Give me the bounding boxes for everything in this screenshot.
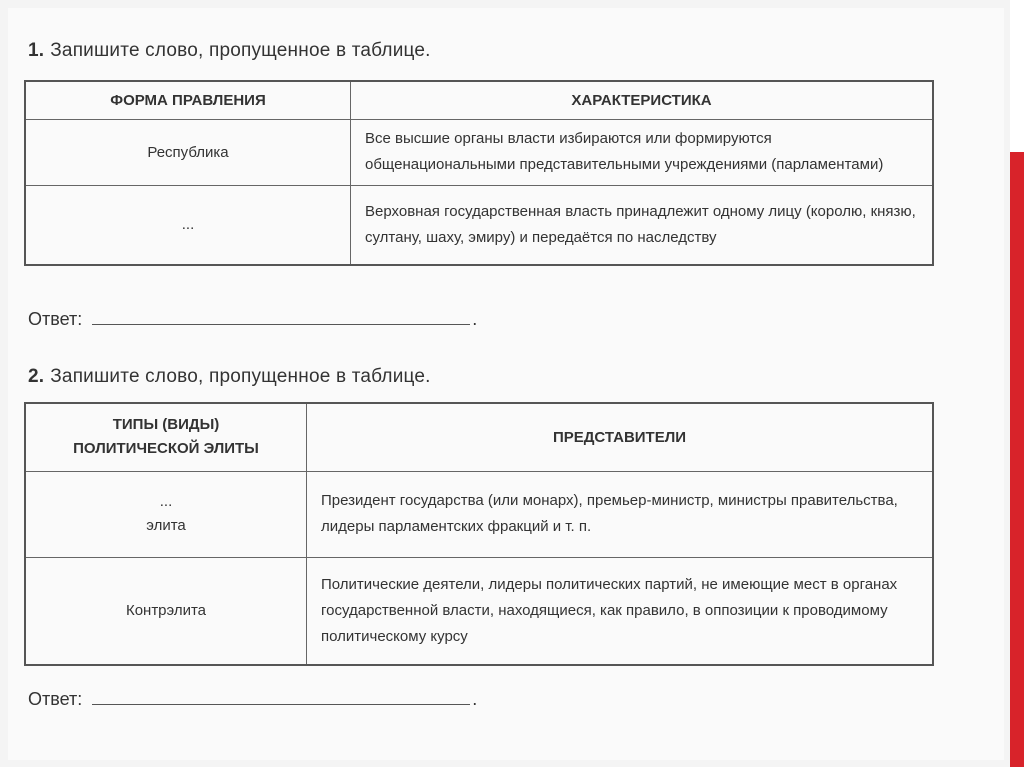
task2-row-2-left: Контрэлита: [25, 557, 307, 665]
task1-title: [28, 40, 431, 62]
task1-table: [24, 80, 934, 266]
task1-title-text: Запишите слово, пропущенное в таблице.: [50, 40, 431, 61]
task2-row-1-left-line1: ...: [159, 493, 173, 510]
task1-row-2-left: ...: [25, 185, 351, 265]
task1-row-2-right: Верховная государственная власть принадлежит одному лицу (королю, князю, султану, шаху, эмиру) и передаётся по наследству: [351, 185, 934, 265]
red-accent-bar: [1010, 152, 1024, 767]
task1-row-1: [25, 119, 933, 185]
task2-answer-end: .: [472, 689, 478, 709]
task2-title-text: Запишите слово, пропущенное в таблице.: [50, 366, 431, 387]
task1-header-right: ХАРАКТЕРИСТИКА: [351, 81, 934, 119]
task1-answer-line[interactable]: [92, 306, 470, 325]
task2-header-left: [25, 403, 307, 471]
task2-header-left-line2: ПОЛИТИЧЕСКОЙ ЭЛИТЫ: [73, 440, 259, 458]
task2-header-right: ПРЕДСТАВИТЕЛИ: [307, 403, 934, 471]
task1-answer: [28, 306, 477, 330]
task2-row-1-right: Президент государства (или монарх), премьер-министр, министры правительства, лидеры парламентских фракций и т. п.: [307, 471, 934, 557]
task1-header-row: [25, 81, 933, 119]
task2-row-1: [25, 471, 933, 557]
task2-answer-line[interactable]: [92, 686, 470, 705]
task2-answer-label: Ответ:: [28, 689, 83, 709]
task2-row-2: [25, 557, 933, 665]
task2-answer: [28, 686, 477, 710]
task2-header-left-line1: ТИПЫ (ВИДЫ): [112, 416, 220, 434]
task1-answer-label: Ответ:: [28, 309, 83, 329]
task1-number: 1.: [28, 40, 45, 61]
task2-row-2-right: Политические деятели, лидеры политических партий, не имеющие мест в органах государственной власти, находящиеся, как правило, в оппозиции к проводимому политическому курсу: [307, 557, 934, 665]
task2-row-1-left-line2: элита: [146, 517, 186, 534]
task1-row-1-right: Все высшие органы власти избираются или формируются общенациональными представительными учреждениями (парламентами): [351, 119, 934, 185]
task2-header-row: [25, 403, 933, 471]
task1-header-left: ФОРМА ПРАВЛЕНИЯ: [25, 81, 351, 119]
task1-answer-end: .: [472, 309, 478, 329]
accent-bar-top: [1010, 0, 1024, 152]
task2-number: 2.: [28, 366, 45, 387]
task2-row-1-left: [25, 471, 307, 557]
task1-row-1-left: Республика: [25, 119, 351, 185]
task1-row-2: [25, 185, 933, 265]
task2-table: [24, 402, 934, 666]
task2-title: [28, 366, 431, 388]
